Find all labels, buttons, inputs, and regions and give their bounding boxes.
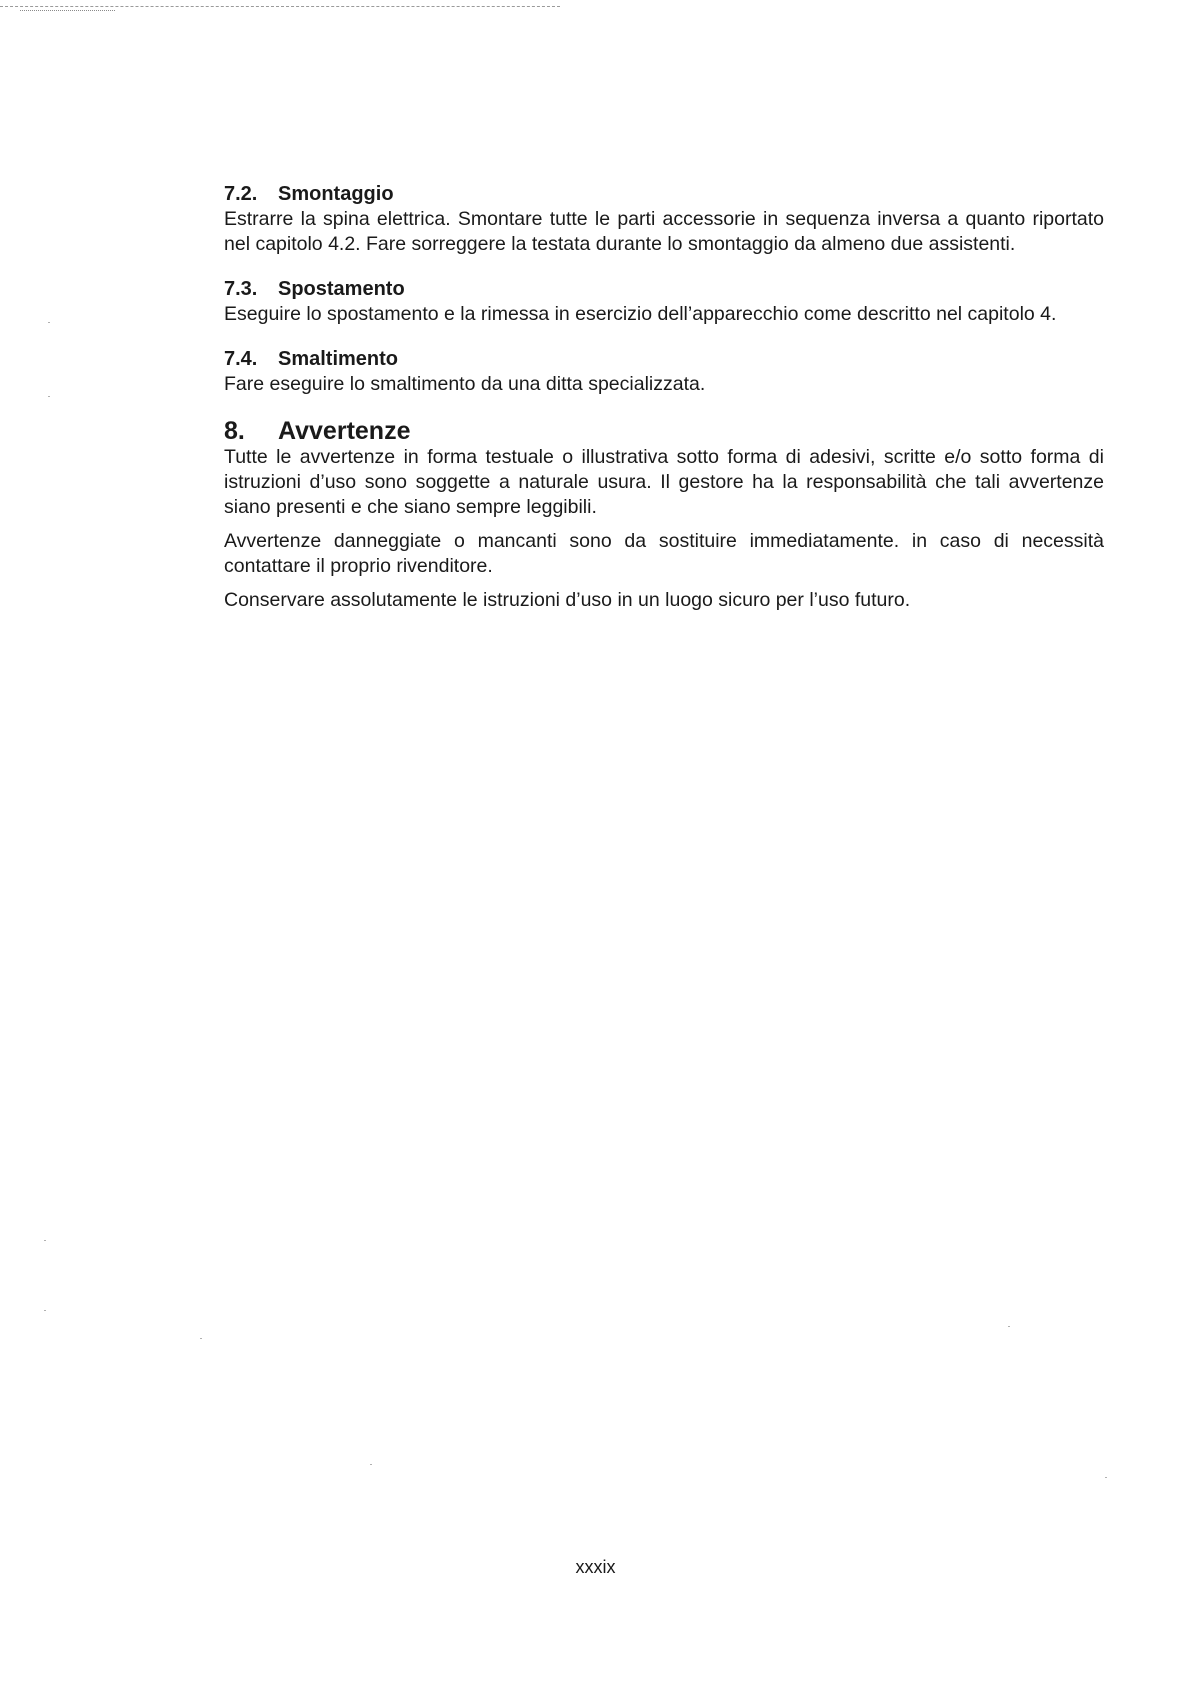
- top-scan-rule: [0, 6, 560, 7]
- section-paragraph: Avvertenze danneggiate o mancanti sono da sostituire immediatamente. in caso di necessità contattare il proprio rivenditore.: [224, 530, 1104, 577]
- scan-speck: [1105, 1477, 1107, 1478]
- scan-speck: [44, 1240, 46, 1241]
- chapter-heading: [224, 417, 1104, 445]
- section-number: 7.2.: [224, 183, 258, 205]
- scan-speck: [370, 1464, 372, 1465]
- section-heading: [224, 182, 1104, 207]
- top-scan-rule-short: [20, 10, 115, 11]
- section-paragraph: Fare eseguire lo smaltimento da una ditta specializzata.: [224, 373, 706, 395]
- scan-speck: [48, 322, 50, 323]
- document-body: [224, 182, 1104, 633]
- section-avvertenze: [224, 417, 1104, 613]
- section-heading: [224, 277, 1104, 302]
- section-heading: [224, 347, 1104, 372]
- page-number: xxxix: [575, 1557, 616, 1577]
- section-title: Smontaggio: [278, 183, 394, 205]
- section-title: Spostamento: [278, 278, 405, 300]
- scan-speck: [44, 1310, 46, 1311]
- section-spostamento: [224, 277, 1104, 327]
- section-smaltimento: [224, 347, 1104, 397]
- section-paragraph: Eseguire lo spostamento e la rimessa in esercizio dell’apparecchio come descritto nel capitolo 4.: [224, 303, 1057, 325]
- section-paragraph: Tutte le avvertenze in forma testuale o illustrativa sotto forma di adesivi, scritte e/o sotto forma di istruzioni d’uso sono soggette a naturale usura. Il gestore ha la responsabilità che tali avvertenze siano presenti e che siano sempre leggibili.: [224, 446, 1104, 518]
- section-paragraph: Estrarre la spina elettrica. Smontare tutte le parti accessorie in sequenza inversa a quanto riportato nel capitolo 4.2. Fare sorreggere la testata durante lo smontaggio da almeno due assistenti.: [224, 208, 1104, 255]
- section-smontaggio: [224, 182, 1104, 257]
- section-number: 7.3.: [224, 278, 258, 300]
- scan-speck: [48, 396, 50, 397]
- chapter-title: Avvertenze: [278, 417, 411, 445]
- chapter-number: 8.: [224, 417, 245, 445]
- scan-speck: [1008, 1326, 1010, 1327]
- scan-speck: [200, 1338, 202, 1339]
- section-paragraph: Conservare assolutamente le istruzioni d’uso in un luogo sicuro per l’uso futuro.: [224, 589, 911, 611]
- section-number: 7.4.: [224, 348, 258, 370]
- section-title: Smaltimento: [278, 348, 399, 370]
